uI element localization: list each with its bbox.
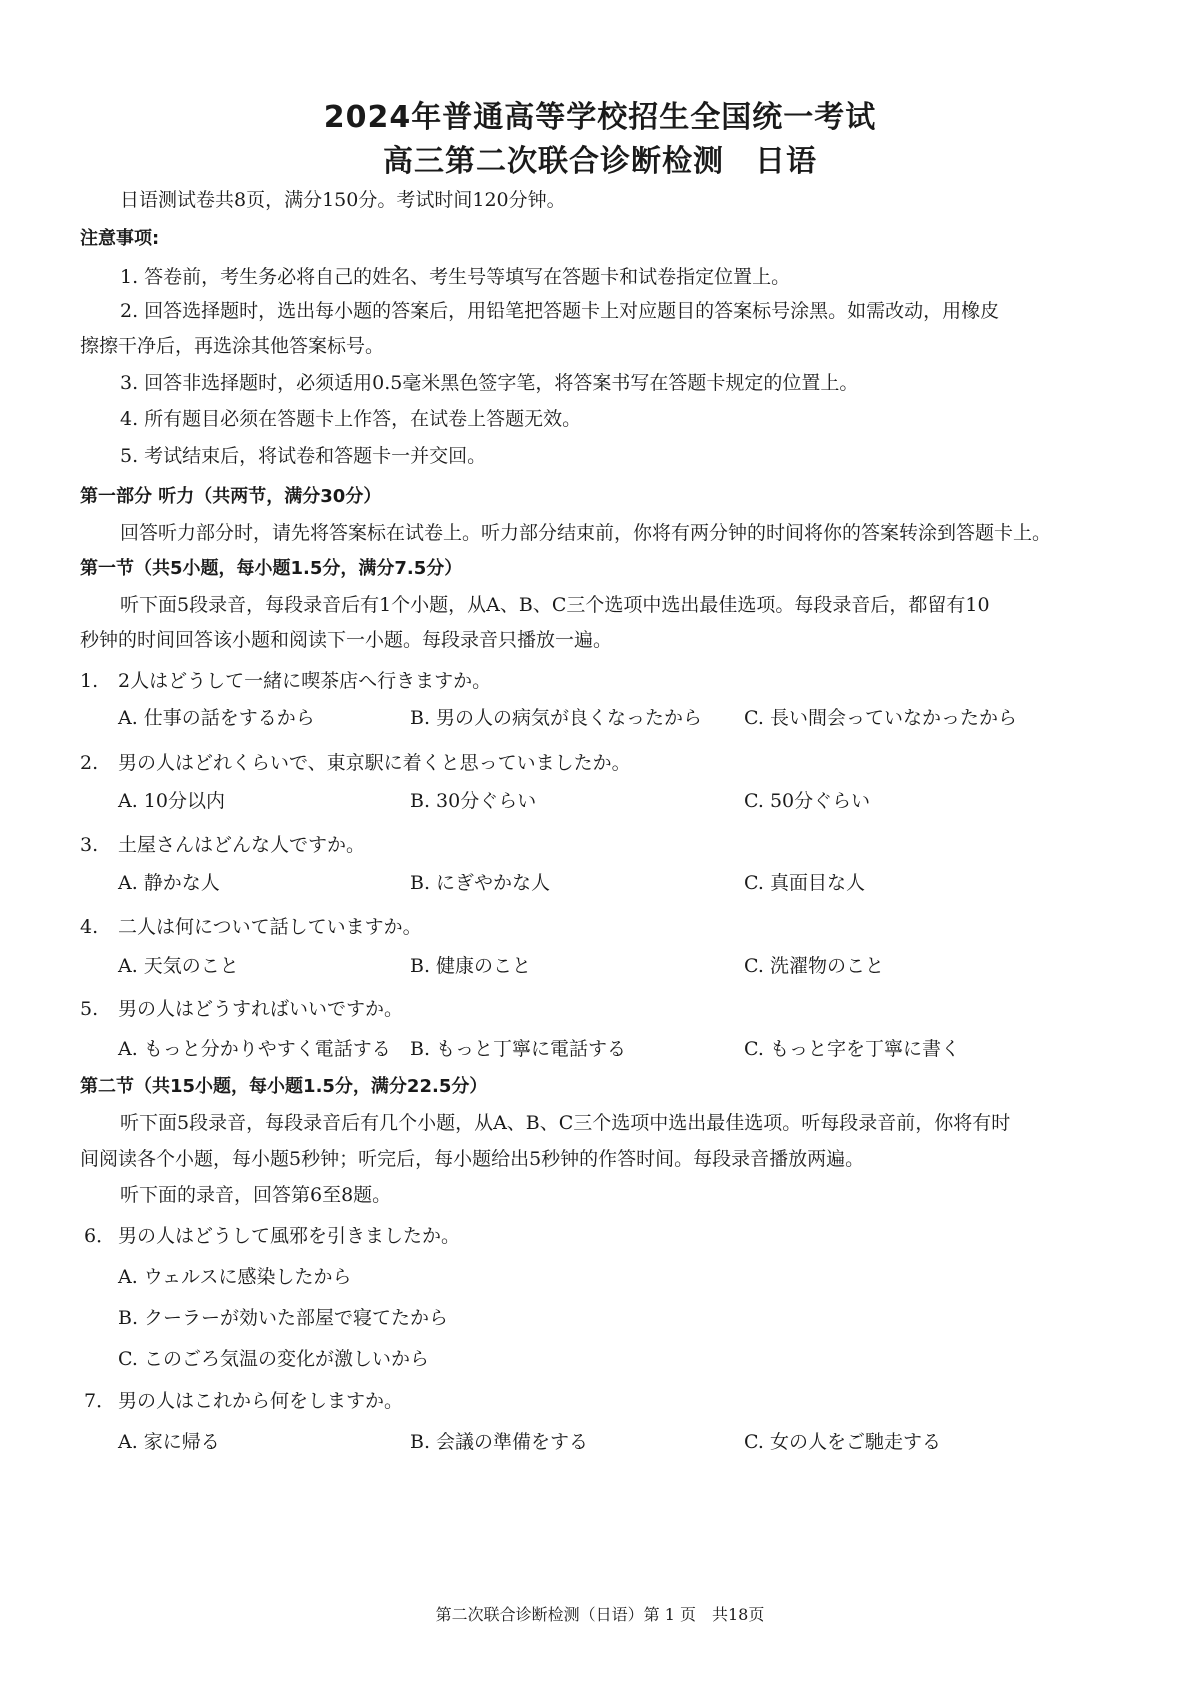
option-c: C. このごろ気温の変化が激しいから [118,1348,429,1370]
question-number: 5. [80,998,99,1020]
section2-instruction: 间阅读各个小题，每小题5秒钟；听完后，每小题给出5秒钟的作答时间。每段录音播放两遍。 [80,1148,865,1170]
option-b: B. 会議の準備をする [410,1431,589,1453]
notes-heading: 注意事项: [80,228,160,249]
part1-instruction: 回答听力部分时，请先将答案标在试卷上。听力部分结束前，你将有两分钟的时间将你的答案转涂到答题卡上。 [120,522,1052,544]
section2-instruction: 听下面5段录音，每段录音后有几个小题，从A、B、C三个选项中选出最佳选项。听每段录音前，你将有时 [120,1112,1011,1134]
section1-instruction: 听下面5段录音，每段录音后有1个小题，从A、B、C三个选项中选出最佳选项。每段录音后，都留有10 [120,594,990,616]
option-a: A. ウェルスに感染したから [118,1266,352,1288]
question-text: 男の人はどうすればいいですか。 [118,998,404,1020]
question-text: 土屋さんはどんな人ですか。 [118,834,366,856]
option-a: A. もっと分かりやすく電話する [118,1038,391,1060]
option-b: B. もっと丁寧に電話する [410,1038,627,1060]
exam-subtitle: 高三第二次联合诊断检测 日语 [383,144,817,179]
section1-instruction: 秒钟的时间回答该小题和阅读下一小题。每段录音只播放一遍。 [80,629,613,651]
section2-sub-instruction: 听下面的录音，回答第6至8题。 [120,1184,392,1206]
option-b: B. 30分ぐらい [410,790,537,812]
question-text: 男の人はどれくらいで、東京駅に着くと思っていましたか。 [118,752,631,774]
note-item: 4. 所有题目必须在答题卡上作答，在试卷上答题无效。 [120,408,582,430]
question-number: 4. [80,916,99,938]
option-c: C. 長い間会っていなかったから [744,707,1017,729]
option-c: C. 女の人をご馳走する [744,1431,941,1453]
question-number: 6． [84,1225,116,1247]
option-a: A. 家に帰る [118,1431,220,1453]
option-c: C. 真面目な人 [744,872,865,894]
part1-heading: 第一部分 听力（共两节，满分30分） [80,486,382,507]
note-item: 5. 考试结束后，将试卷和答题卡一并交回。 [120,445,487,467]
section2-heading: 第二节（共15小题，每小题1.5分，满分22.5分） [80,1076,488,1097]
option-a: A. 仕事の話をするから [118,707,315,729]
exam-title: 2024年普通高等学校招生全国统一考试 [323,100,877,135]
option-b: B. にぎやかな人 [410,872,551,894]
option-b: B. 男の人の病気が良くなったから [410,707,703,729]
note-item: 3. 回答非选择题时，必须适用0.5毫米黑色签字笔，将答案书写在答题卡规定的位置上。 [120,372,859,394]
note-item: 1. 答卷前，考生务必将自己的姓名、考生号等填写在答题卡和试卷指定位置上。 [120,266,791,288]
option-a: A. 10分以内 [118,790,225,812]
option-b: B. クーラーが効いた部屋で寝てたから [118,1307,449,1329]
note-item: 擦擦干净后，再选涂其他答案标号。 [80,335,385,357]
question-number: 3. [80,834,99,856]
option-a: A. 静かな人 [118,872,220,894]
option-c: C. もっと字を丁寧に書く [744,1038,960,1060]
intro-text: 日语测试卷共8页，满分150分。考试时间120分钟。 [120,189,566,211]
note-item: 2. 回答选择题时，选出每小题的答案后，用铅笔把答题卡上对应题目的答案标号涂黑。如需改动，用橡皮 [120,300,1000,322]
question-text: 男の人はこれから何をしますか。 [118,1390,404,1412]
question-text: 男の人はどうして風邪を引きましたか。 [118,1225,461,1247]
section1-heading: 第一节（共5小题，每小题1.5分，满分7.5分） [80,558,463,579]
option-c: C. 50分ぐらい [744,790,871,812]
question-number: 2. [80,752,99,774]
question-text: 二人は何について話していますか。 [118,916,422,938]
question-number: 7． [84,1390,116,1412]
option-a: A. 天気のこと [118,955,239,977]
page-footer: 第二次联合诊断检测（日语）第 1 页 共18页 [435,1605,765,1624]
question-text: 2人はどうして一緒に喫茶店へ行きますか。 [118,670,492,692]
option-c: C. 洗濯物のこと [744,955,884,977]
option-b: B. 健康のこと [410,955,532,977]
question-number: 1. [80,670,99,692]
